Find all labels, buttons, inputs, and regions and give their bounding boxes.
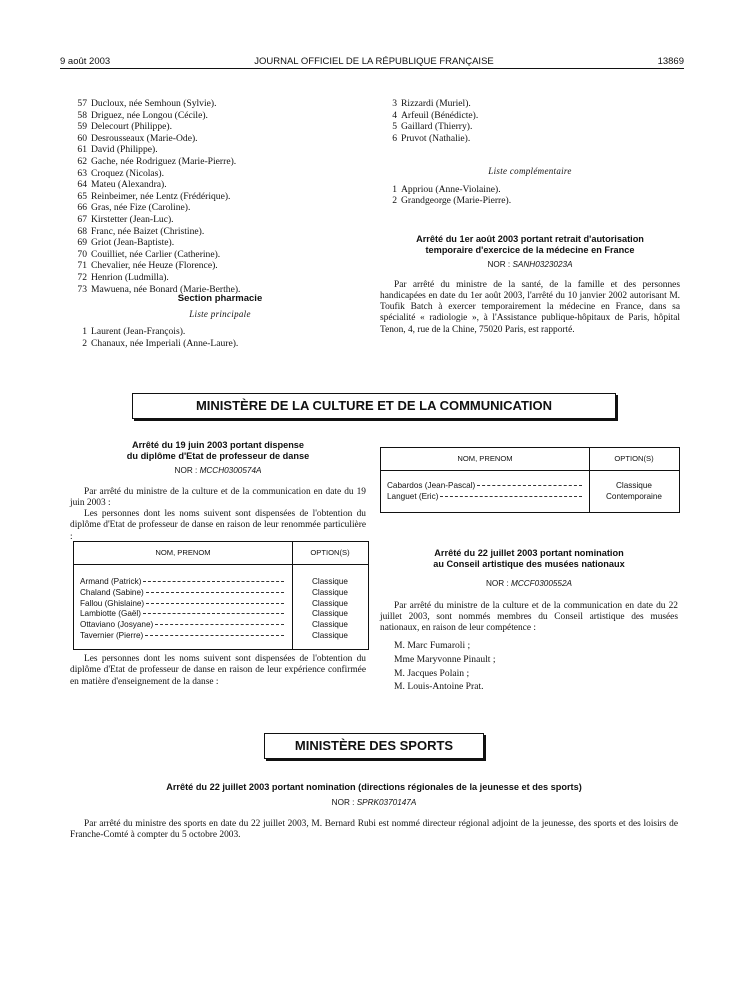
list-item-number: 1: [82, 326, 87, 338]
member-item: M. Louis-Antoine Prat.: [394, 681, 484, 693]
list-item-number: 73: [77, 283, 87, 295]
table-row: [80, 588, 285, 599]
arrete-danse-body-3-wrap: [70, 654, 366, 688]
list-item-text: Gaillard (Thierry).: [401, 121, 473, 133]
arrete-musees-nor: NOR : MCCF0300552A: [485, 579, 572, 588]
table2-header-name: NOM, PRENOM: [457, 454, 513, 463]
table-cell-name: Tavernier (Pierre): [80, 631, 144, 640]
list-item: [70, 338, 370, 350]
table-header-options: OPTION(S): [310, 548, 350, 557]
list-item-text: Chanaux, née Imperiali (Anne-Laure).: [91, 337, 239, 349]
table-row: [80, 599, 285, 610]
member-item: Mme Maryvonne Pinault ;: [394, 654, 496, 666]
table-cell-name: Chaland (Sabine): [80, 587, 144, 597]
table-cell-name: Lambiotte (Gaël): [80, 609, 141, 619]
arrete-musees-title-1: Arrêté du 22 juillet 2003 portant nomination: [434, 548, 624, 558]
list-item-text: David (Philippe).: [91, 144, 158, 156]
leader-dots: [440, 496, 582, 497]
arrete-danse-body-2: Les personnes dont les noms suivent sont dispensées de l'obtention du diplôme d'Etat de professeur de danse en raison de leur renommée particulière :: [70, 509, 366, 542]
list-item-number: 57: [77, 98, 87, 109]
list-item-number: 1: [392, 183, 397, 195]
table-cell-name: Languet (Eric): [387, 491, 439, 501]
list-item-text: Rizzardi (Muriel).: [401, 98, 471, 109]
right-list: [380, 98, 680, 144]
arrete-sante-nor: NOR : SANH0323023A: [487, 260, 573, 269]
section-pharmacie-heading: Section pharmacie: [177, 293, 263, 304]
list-item-text: Griot (Jean-Baptiste).: [91, 237, 175, 249]
list-item-text: Driguez, née Longou (Cécile).: [91, 109, 208, 121]
list-item-text: Couilliet, née Carlier (Catherine).: [91, 248, 221, 260]
list-item: [380, 195, 680, 207]
list-item-text: Gras, née Fize (Caroline).: [91, 202, 191, 214]
liste-principale-label: Liste principale: [189, 308, 251, 319]
list-item-number: 3: [392, 98, 397, 109]
table-row: [80, 631, 285, 642]
list-item: [70, 168, 370, 180]
arrete-sante-title-2: temporaire d'exercice de la médecine en France: [425, 245, 635, 255]
table2-header-rule: [381, 470, 679, 471]
list-item-number: 72: [77, 271, 87, 283]
header-date: 9 août 2003: [60, 56, 111, 67]
list-item: [380, 184, 680, 196]
list-item-number: 69: [77, 237, 87, 249]
list-item-number: 4: [392, 109, 397, 121]
list-item-number: 60: [77, 132, 87, 144]
list-item: [70, 121, 370, 133]
list-item-number: 64: [77, 179, 87, 191]
list-item-text: Croquez (Nicolas).: [91, 167, 164, 179]
list-item: [380, 110, 680, 122]
table-cell-option: Classique: [312, 577, 348, 586]
header-title: JOURNAL OFFICIEL DE LA RÉPUBLIQUE FRANÇAISE: [254, 56, 494, 67]
list-item-text: Mawuena, née Bonard (Marie-Berthe).: [91, 283, 241, 295]
list-item: [70, 179, 370, 191]
arrete-sports-nor: NOR : SPRK0370147A: [331, 798, 417, 807]
list-item: [70, 98, 370, 110]
section-pharmacie: [70, 293, 370, 349]
table-cell-option: Classique: [312, 631, 348, 640]
list-item: [70, 214, 370, 226]
list-item: [70, 249, 370, 261]
leader-dots: [143, 581, 284, 582]
list-item-number: 70: [77, 248, 87, 260]
leader-dots: [143, 613, 284, 614]
table-cell-name: Ottaviano (Josyane): [80, 620, 154, 630]
list-item-text: Kirstetter (Jean-Luc).: [91, 213, 174, 225]
arrete-sports: [70, 782, 678, 841]
list-item-text: Laurent (Jean-François).: [91, 326, 186, 338]
pharmacie-list: [70, 326, 370, 349]
arrete-musees-title-2: au Conseil artistique des musées nationaux: [433, 559, 625, 569]
list-item-text: Appriou (Anne-Violaine).: [401, 183, 501, 195]
list-item: [70, 144, 370, 156]
list-item: [70, 272, 370, 284]
list-item-text: Delecourt (Philippe).: [91, 121, 172, 133]
list-item: [70, 202, 370, 214]
ministry-sports-banner: MINISTÈRE DES SPORTS: [264, 733, 484, 759]
list-item-text: Pruvot (Nathalie).: [401, 132, 471, 144]
table-cell-option: Contemporaine: [606, 491, 662, 501]
arrete-sports-title: Arrêté du 22 juillet 2003 portant nomination (directions régionales de la jeunesse et des sports): [166, 782, 582, 792]
leader-dots: [155, 624, 284, 625]
list-item: [70, 191, 370, 203]
liste-complementaire: [380, 166, 680, 207]
list-item: [70, 260, 370, 272]
arrete-sports-body: Par arrêté du ministre des sports en date du 22 juillet 2003, M. Bernard Rubi est nommé directeur régional adjoint de la jeunesse, des sports et des loisirs de Franche-Comté à compter du 5 octobre 2003.: [70, 818, 678, 840]
list-item-number: 71: [77, 260, 87, 272]
table-row: [387, 492, 583, 503]
list-item-text: Desrousseaux (Marie-Ode).: [91, 132, 198, 144]
list-item-text: Mateu (Alexandra).: [91, 179, 167, 191]
header-rule: [60, 68, 684, 69]
list-item-number: 66: [77, 202, 87, 214]
list-item: [70, 133, 370, 145]
leader-dots: [145, 635, 284, 636]
table-cell-option: Classique: [616, 481, 652, 490]
arrete-danse-title-1: Arrêté du 19 juin 2003 portant dispense: [131, 440, 305, 450]
liste-complementaire-label: Liste complémentaire: [488, 166, 572, 176]
list-item-number: 67: [77, 213, 87, 225]
list-item-text: Reinbeimer, née Lentz (Frédérique).: [91, 190, 231, 202]
arrete-danse-title-2: du diplôme d'Etat de professeur de danse: [126, 451, 310, 461]
table-cell-option: Classique: [312, 598, 348, 608]
arrete-sante-body: Par arrêté du ministre de la santé, de la famille et des personnes handicapées en date du 1er août 2003, l'arrêté du 10 janvier 2002 autorisant M. Toufik Batch à exercer temporairement la médecine en France, dans sa spécialité « radiologie », à l'Assistance publique-hôpitaux de Paris, hôpital Tenon, 4, rue de la Chine, 75020 Paris, est rapporté.: [380, 279, 680, 335]
arrete-sante-title-1: Arrêté du 1er août 2003 portant retrait d'autorisation: [416, 234, 644, 244]
leader-dots: [146, 592, 284, 593]
table-header-name: NOM, PRENOM: [155, 548, 211, 557]
list-item-number: 63: [77, 167, 87, 179]
leader-dots: [146, 603, 284, 604]
list-item-text: Arfeuil (Bénédicte).: [401, 109, 479, 121]
dispense-table: [73, 541, 369, 650]
list-item-number: 61: [77, 144, 87, 156]
list-item-number: 59: [77, 121, 87, 133]
list-item-number: 6: [392, 132, 397, 144]
arrete-sante: [380, 234, 680, 336]
table-cell-name: Armand (Patrick): [80, 577, 142, 586]
list-item: [380, 133, 680, 145]
list-item-text: Grandgeorge (Marie-Pierre).: [401, 195, 512, 207]
complementaire-list: [380, 184, 680, 207]
table-cell-name: Cabardos (Jean-Pascal): [387, 481, 476, 490]
arrete-danse-body-3: Les personnes dont les noms suivent sont dispensées de l'obtention du diplôme d'Etat de professeur de danse en raison de leur expérience confirmée en matière d'enseignement de la danse :: [70, 654, 366, 687]
table-cell-option: Classique: [312, 620, 348, 630]
list-item-text: Ducloux, née Semhoun (Sylvie).: [91, 98, 217, 109]
arrete-danse-nor: NOR : MCCH0300574A: [174, 466, 262, 475]
member-item: M. Jacques Polain ;: [394, 667, 470, 679]
leader-dots: [477, 485, 582, 486]
arrete-danse-body-1: Par arrêté du ministre de la culture et de la communication en date du 19 juin 2003 :: [70, 486, 366, 508]
list-item: [70, 237, 370, 249]
table-cell-option: Classique: [312, 587, 348, 597]
list-item: [70, 326, 370, 338]
list-item-number: 2: [82, 337, 87, 349]
list-item-number: 2: [392, 195, 397, 207]
list-item: [70, 156, 370, 168]
musees-members: [380, 639, 678, 693]
header-page-number: 13869: [657, 56, 684, 67]
arrete-danse: [70, 440, 366, 543]
left-list: [70, 98, 370, 295]
list-item-text: Henrion (Ludmilla).: [91, 271, 169, 283]
dispense-table-2: [380, 447, 680, 513]
list-item: [380, 98, 680, 110]
list-item: [70, 226, 370, 238]
table-header-rule: [74, 564, 368, 565]
table-row: [80, 620, 285, 631]
list-item-number: 68: [77, 225, 87, 237]
list-item-number: 65: [77, 190, 87, 202]
list-item-text: Franc, née Baizet (Christine).: [91, 225, 205, 237]
list-item-number: 58: [77, 109, 87, 121]
list-item-text: Gache, née Rodriguez (Marie-Pierre).: [91, 155, 237, 167]
ministry-culture-banner: MINISTÈRE DE LA CULTURE ET DE LA COMMUNICATION: [132, 393, 616, 419]
table-row: [80, 609, 285, 620]
table-row: [80, 577, 285, 588]
list-item-number: 5: [392, 121, 397, 133]
table-row: [387, 481, 583, 492]
list-item-text: Chevalier, née Heuze (Florence).: [91, 260, 218, 272]
arrete-musees: [380, 548, 678, 694]
list-item-number: 62: [77, 155, 87, 167]
table-cell-name: Fallou (Ghislaine): [80, 598, 145, 608]
list-item: [70, 110, 370, 122]
list-item: [380, 121, 680, 133]
table-cell-option: Classique: [312, 609, 348, 619]
member-item: M. Marc Fumaroli ;: [394, 640, 471, 652]
arrete-musees-body: Par arrêté du ministre de la culture et de la communication en date du 22 juillet 2003, sont nommés membres du Conseil artistique des musées nationaux, en raison de leur compétence :: [380, 600, 678, 634]
table2-header-options: OPTION(S): [614, 454, 654, 463]
